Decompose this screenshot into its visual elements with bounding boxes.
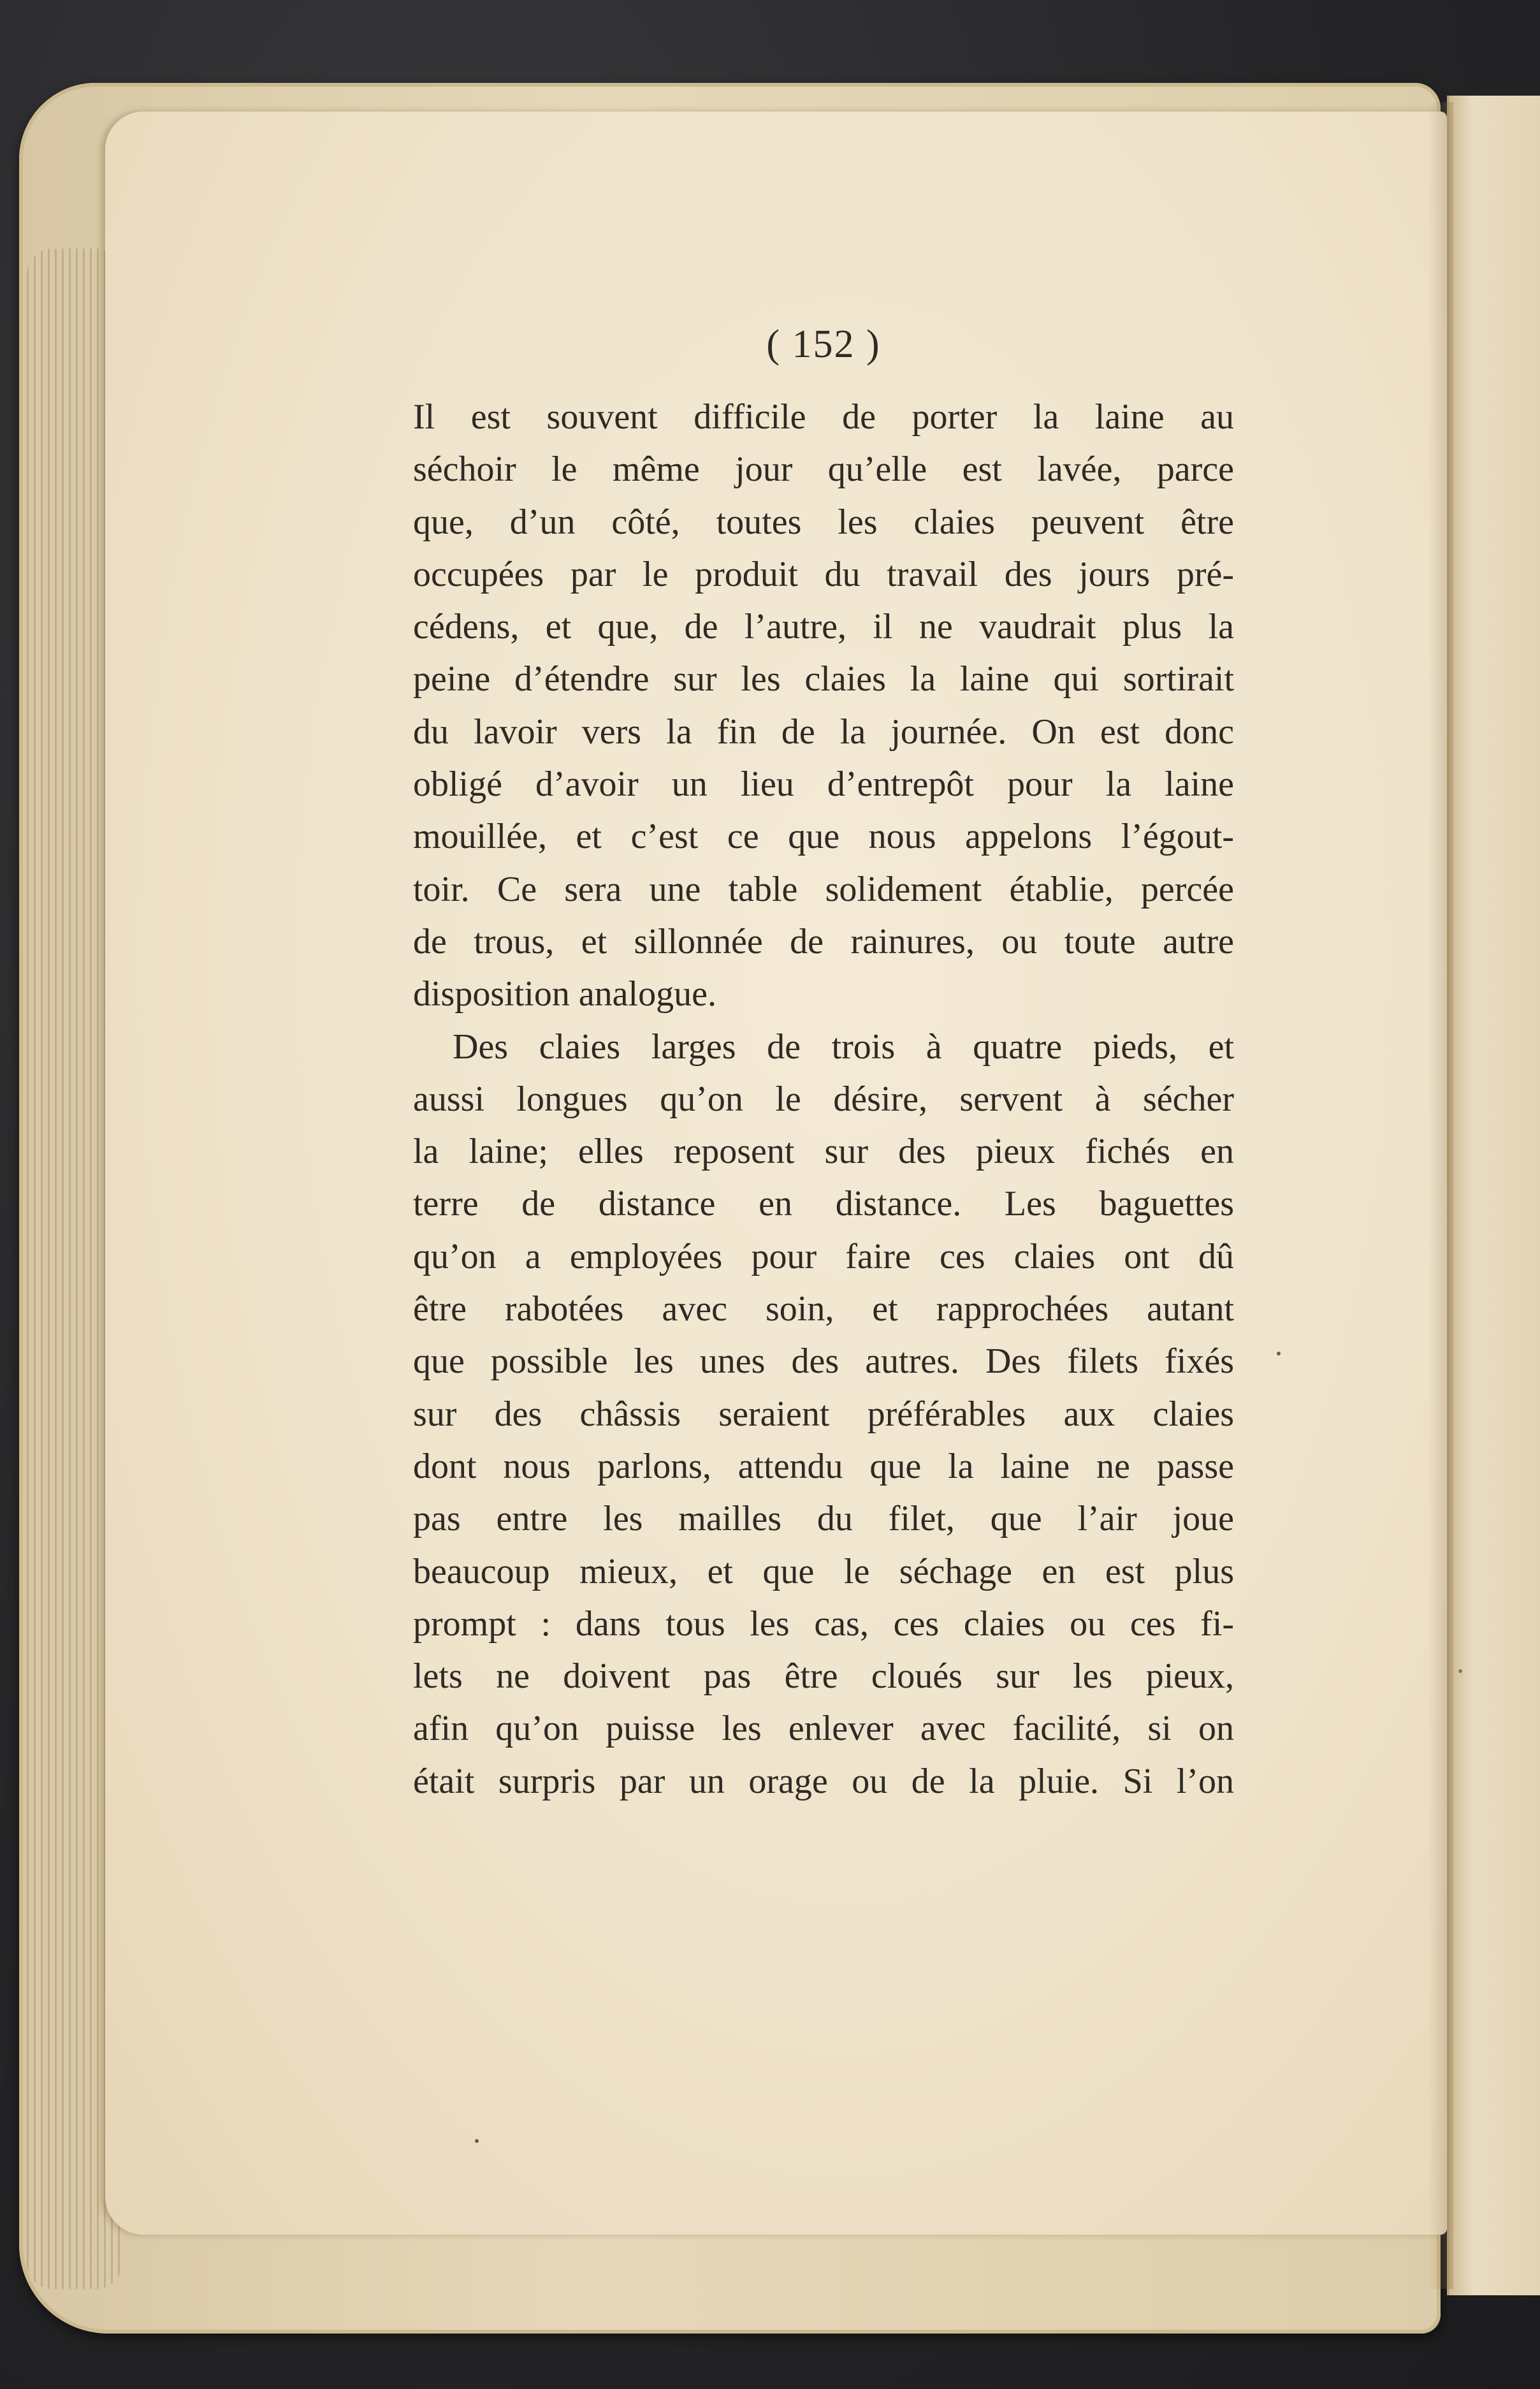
text-line: prompt : dans tous les cas, ces claies ou ces fi- bbox=[413, 1604, 1234, 1644]
text-line: sur des châssis seraient préférables aux claies bbox=[413, 1394, 1234, 1434]
paper-speck bbox=[475, 2139, 479, 2143]
text-line: toir. Ce sera une table solidement établie, percée bbox=[413, 869, 1234, 909]
text-line: mouillée, et c’est ce que nous appelons l’égout- bbox=[413, 817, 1234, 857]
text-line: être rabotées avec soin, et rapprochées autant bbox=[413, 1289, 1234, 1329]
paper-speck bbox=[1458, 1669, 1462, 1673]
text-line: pas entre les mailles du filet, que l’air joue bbox=[413, 1499, 1234, 1539]
text-line: peine d’étendre sur les claies la laine qui sortirait bbox=[413, 659, 1234, 699]
text-line: de trous, et sillonnée de rainures, ou toute autre bbox=[413, 921, 1234, 961]
facing-page-edge bbox=[1447, 96, 1540, 2295]
text-line: que, d’un côté, toutes les claies peuvent être bbox=[413, 502, 1234, 542]
text-line: dont nous parlons, attendu que la laine ne passe bbox=[413, 1446, 1234, 1486]
text-line: du lavoir vers la fin de la journée. On est donc bbox=[413, 712, 1234, 752]
text-line: qu’on a employées pour faire ces claies ont dû bbox=[413, 1236, 1234, 1276]
text-line: était surpris par un orage ou de la pluie. Si l’on bbox=[413, 1761, 1234, 1801]
text-line: lets ne doivent pas être cloués sur les pieux, bbox=[413, 1656, 1234, 1697]
text-line: obligé d’avoir un lieu d’entrepôt pour la laine bbox=[413, 764, 1234, 805]
text-line: afin qu’on puisse les enlever avec facilité, si on bbox=[413, 1709, 1234, 1749]
text-line: disposition analogue. bbox=[413, 974, 716, 1014]
text-line: terre de distance en distance. Les baguettes bbox=[413, 1184, 1234, 1224]
text-line: aussi longues qu’on le désire, servent à sécher bbox=[413, 1079, 1234, 1119]
text-line: beaucoup mieux, et que le séchage en est plus bbox=[413, 1551, 1234, 1591]
text-line: cédens, et que, de l’autre, il ne vaudrait plus la bbox=[413, 607, 1234, 647]
text-line: séchoir le même jour qu’elle est lavée, parce bbox=[413, 449, 1234, 490]
gutter-shadow bbox=[1428, 102, 1453, 2289]
text-line: que possible les unes des autres. Des filets fixés bbox=[413, 1341, 1234, 1382]
text-line: Des claies larges de trois à quatre pieds, et bbox=[453, 1026, 1234, 1067]
text-line: la laine; elles reposent sur des pieux fichés en bbox=[413, 1132, 1234, 1172]
text-lines bbox=[413, 391, 1234, 1808]
text-line: occupées par le produit du travail des jours pré- bbox=[413, 554, 1234, 594]
page-number: ( 152 ) bbox=[766, 323, 881, 366]
text-line: Il est souvent difficile de porter la laine au bbox=[413, 397, 1234, 437]
paper-speck bbox=[1277, 1352, 1281, 1355]
